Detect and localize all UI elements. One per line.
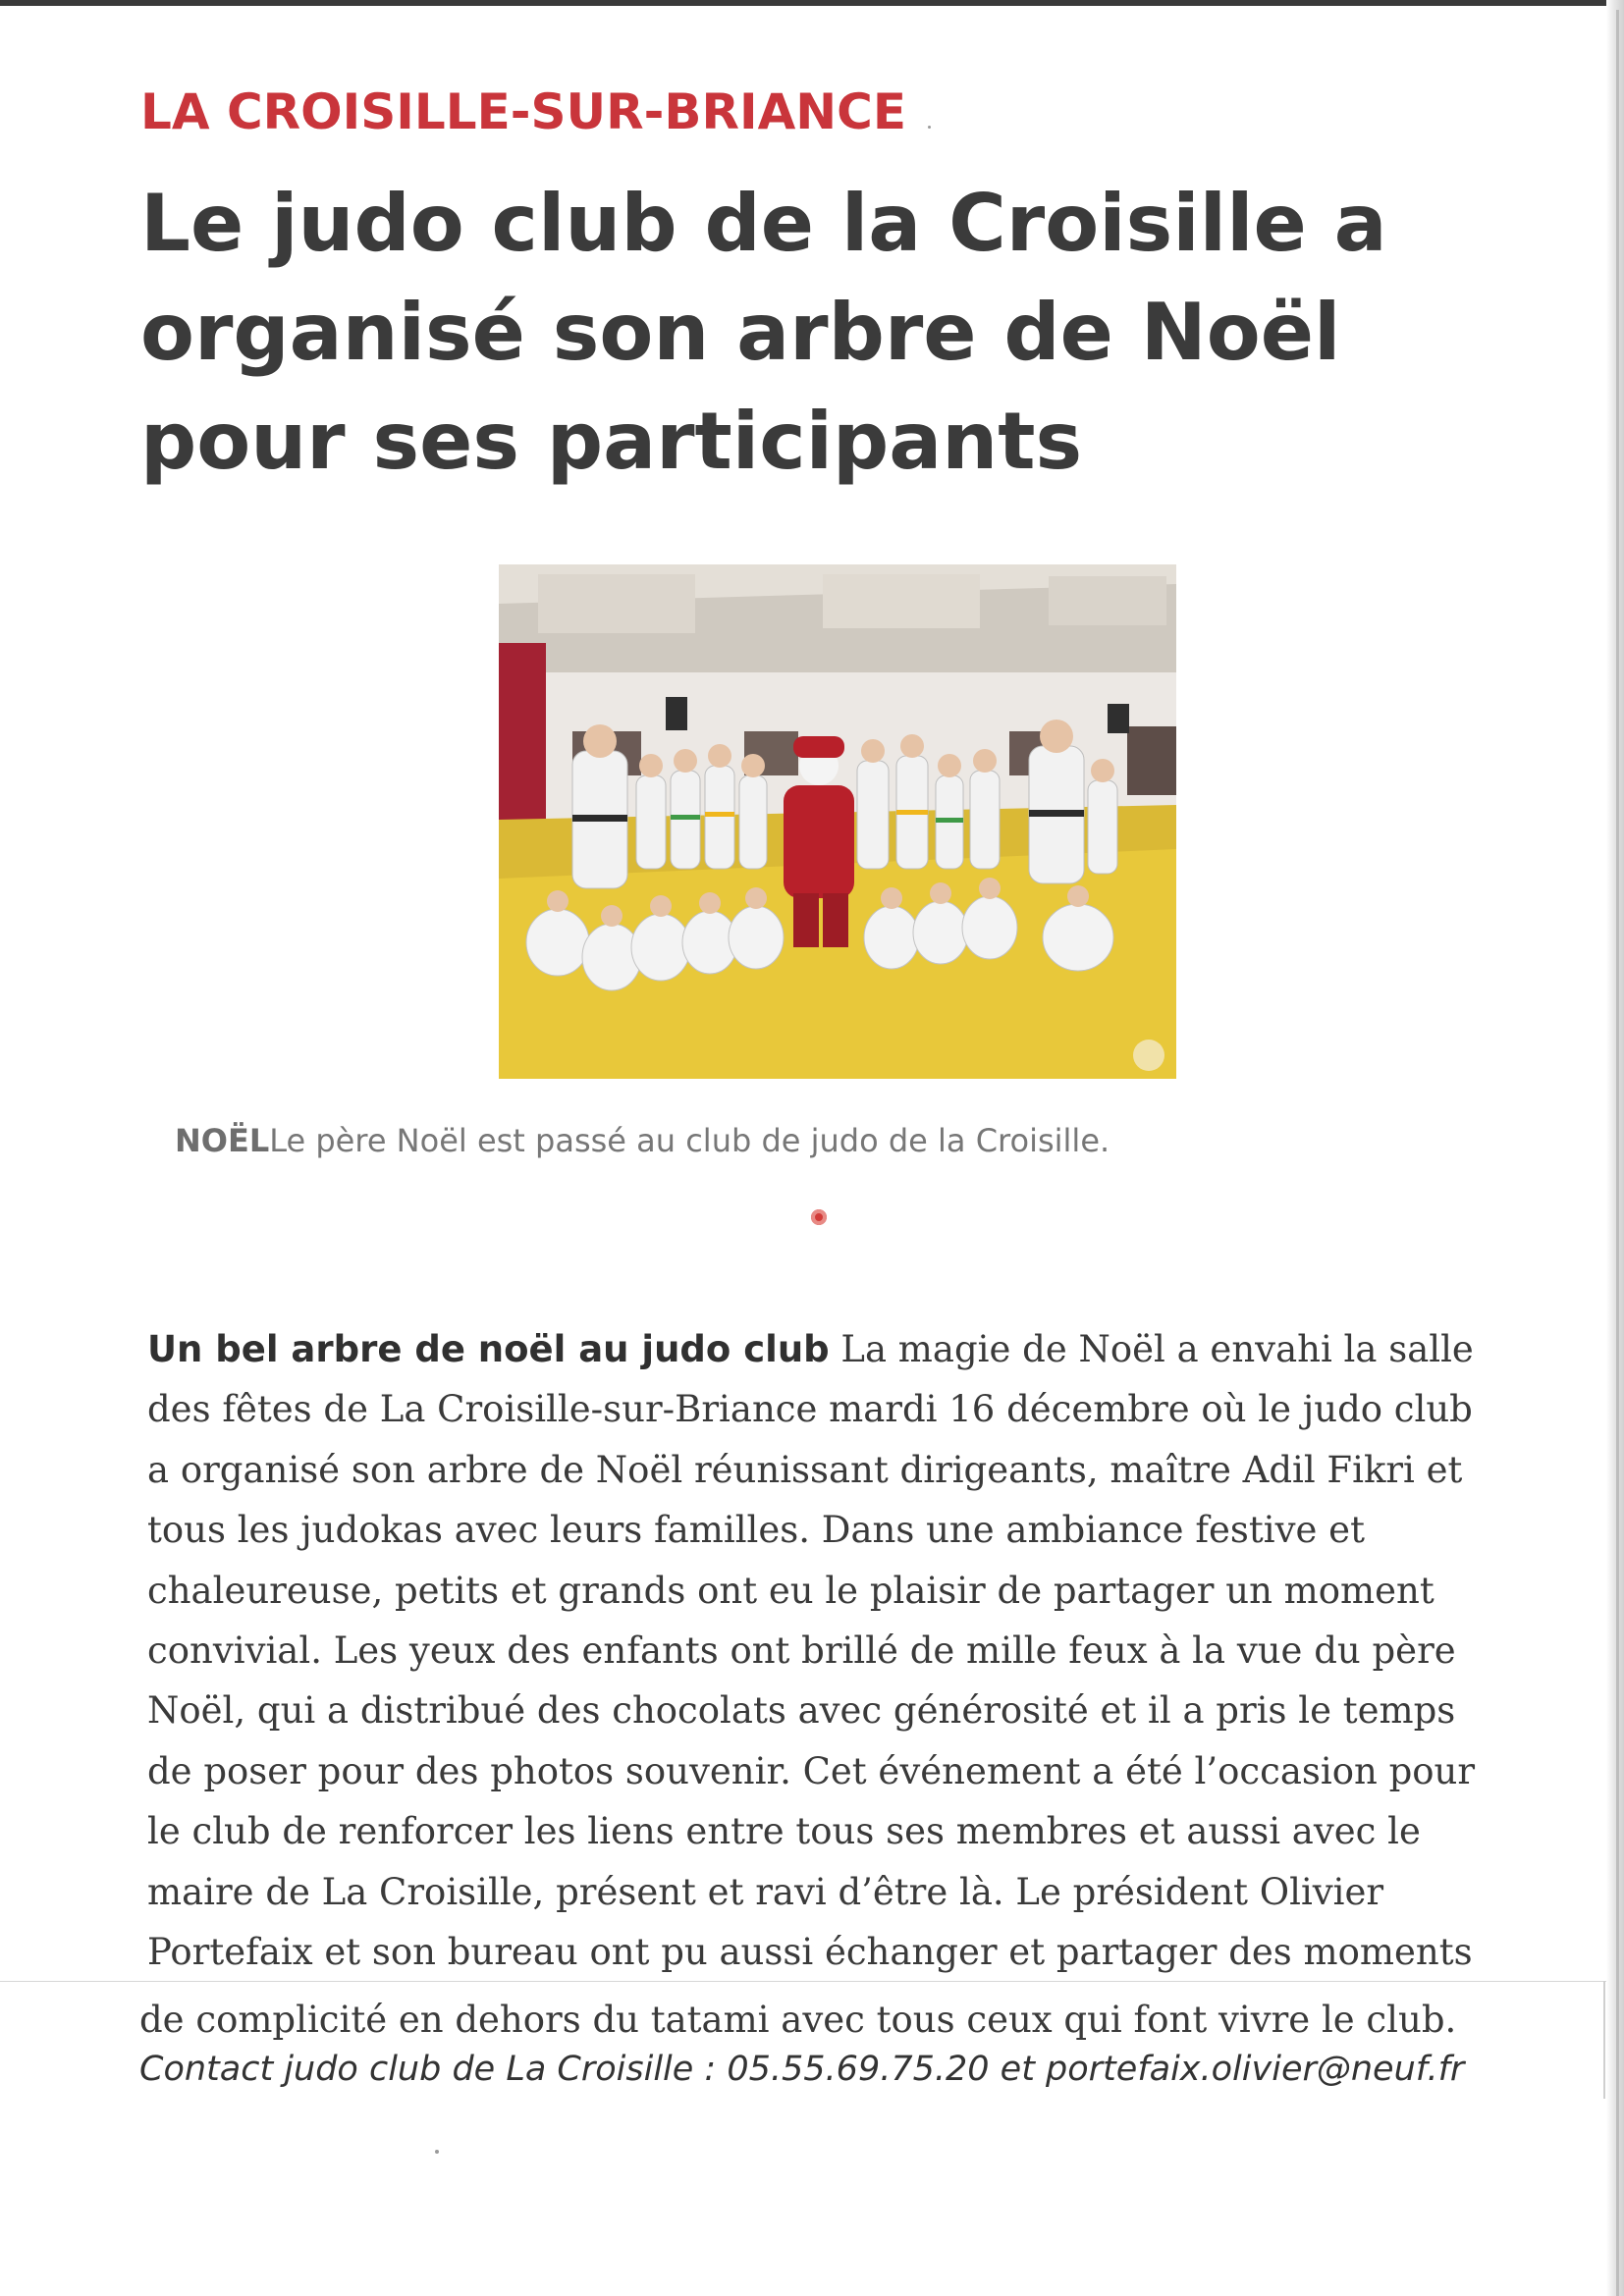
body-line: des fêtes de La Croisille-sur-Briance mardi 16 décembre où le judo club xyxy=(147,1388,1473,1431)
body-line: le club de renforcer les liens entre tous ses membres et aussi avec le xyxy=(147,1810,1421,1853)
scan-right-line xyxy=(1616,10,1619,2296)
scan-right-edge xyxy=(1606,0,1624,2296)
caption-label: NOËL xyxy=(175,1122,270,1159)
caption-text: Le père Noël est passé au club de judo de la Croisille. xyxy=(269,1122,1110,1159)
headline-line: organisé son arbre de Noël xyxy=(140,287,1341,378)
article-kicker: LA CROISILLE-SUR-BRIANCE xyxy=(140,83,906,140)
body-line: chaleureuse, petits et grands ont eu le plaisir de partager un moment xyxy=(147,1569,1435,1612)
body-line-text: La magie de Noël a envahi la salle xyxy=(829,1328,1474,1370)
article-body xyxy=(139,1319,1542,2051)
scan-speck xyxy=(928,126,931,129)
body-line: maire de La Croisille, présent et ravi d’être là. Le président Olivier xyxy=(147,1870,1384,1913)
body-line: de poser pour des photos souvenir. Cet événement a été l’occasion pour xyxy=(147,1749,1476,1792)
body-line xyxy=(147,1319,1542,1379)
body-line: convivial. Les yeux des enfants ont brillé de mille feux à la vue du père xyxy=(147,1629,1456,1673)
separator-dot-icon xyxy=(811,1209,827,1225)
article-headline xyxy=(140,169,1417,496)
photo-caption xyxy=(175,1119,1110,1162)
contact-line: Contact judo club de La Croisille : 05.55.69.75.20 et portefaix.olivier@neuf.fr xyxy=(139,2050,1465,2089)
body-line: de complicité en dehors du tatami avec tous ceux qui font vivre le club. xyxy=(139,1999,1457,2042)
body-line: Noël, qui a distribué des chocolats avec générosité et il a pris le temps xyxy=(147,1689,1456,1733)
scan-top-edge xyxy=(0,0,1624,6)
headline-line: Le judo club de la Croisille a xyxy=(140,178,1387,269)
body-line: a organisé son arbre de Noël réunissant dirigeants, maître Adil Fikri et xyxy=(147,1448,1463,1491)
body-line: Portefaix et son bureau ont pu aussi échanger et partager des moments xyxy=(147,1931,1473,1974)
body-lead: Un bel arbre de noël au judo club xyxy=(147,1328,830,1370)
body-line: tous les judokas avec leurs familles. Dans une ambiance festive et xyxy=(147,1509,1365,1552)
article-photo xyxy=(499,564,1176,1079)
scan-speck xyxy=(435,2150,439,2154)
headline-line: pour ses participants xyxy=(140,396,1083,487)
scan-paste-right xyxy=(1603,1981,1605,2099)
